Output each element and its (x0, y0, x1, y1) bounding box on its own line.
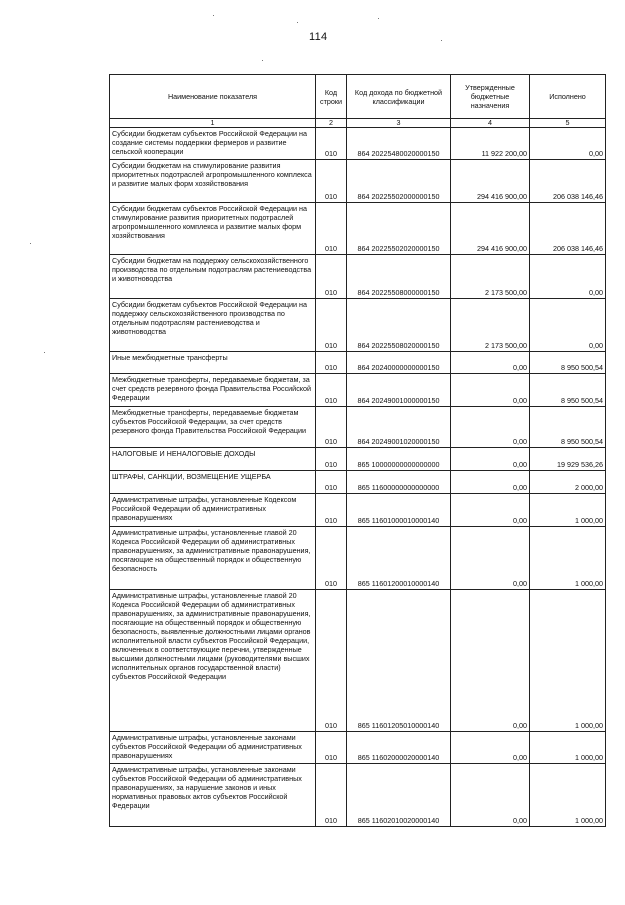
row-executed: 2 000,00 (530, 471, 606, 494)
scan-speck (30, 243, 31, 244)
row-name: НАЛОГОВЫЕ И НЕНАЛОГОВЫЕ ДОХОДЫ (110, 448, 316, 471)
scan-speck (297, 22, 298, 23)
row-executed: 0,00 (530, 255, 606, 299)
row-line-code: 010 (316, 527, 347, 590)
row-income-code: 864 20225508020000150 (347, 299, 451, 352)
table-row (110, 128, 606, 160)
row-name: Субсидии бюджетам субъектов Российской Федерации на создание системы поддержки фермеров и развитие сельской кооперации (110, 128, 316, 160)
table-row (110, 590, 606, 732)
row-executed: 8 950 500,54 (530, 407, 606, 448)
row-income-code: 865 10000000000000000 (347, 448, 451, 471)
row-executed: 1 000,00 (530, 527, 606, 590)
row-line-code: 010 (316, 407, 347, 448)
budget-report-table (109, 74, 606, 827)
row-name: ШТРАФЫ, САНКЦИИ, ВОЗМЕЩЕНИЕ УЩЕРБА (110, 471, 316, 494)
row-approved: 2 173 500,00 (451, 299, 530, 352)
row-name: Административные штрафы, установленные Кодексом Российской Федерации об административных правонарушениях (110, 494, 316, 527)
row-approved: 0,00 (451, 764, 530, 827)
row-approved: 0,00 (451, 527, 530, 590)
row-name: Субсидии бюджетам субъектов Российской Федерации на стимулирование развития приоритетных подотраслей агропромышленного комплекса и развитие малых форм хозяйствования (110, 203, 316, 255)
table-row (110, 732, 606, 764)
scan-speck (441, 40, 442, 41)
column-number: 3 (347, 119, 451, 128)
table-row (110, 527, 606, 590)
row-executed: 8 950 500,54 (530, 374, 606, 407)
column-number: 1 (110, 119, 316, 128)
row-line-code: 010 (316, 494, 347, 527)
row-approved: 11 922 200,00 (451, 128, 530, 160)
row-line-code: 010 (316, 590, 347, 732)
column-number-row (110, 119, 606, 128)
row-approved: 0,00 (451, 471, 530, 494)
row-executed: 1 000,00 (530, 764, 606, 827)
row-income-code: 865 11602000020000140 (347, 732, 451, 764)
row-income-code: 864 20225508000000150 (347, 255, 451, 299)
header-line-code: Код строки (316, 75, 347, 119)
row-approved: 2 173 500,00 (451, 255, 530, 299)
header-income-code: Код дохода по бюджетной классификации (347, 75, 451, 119)
row-approved: 0,00 (451, 590, 530, 732)
row-name: Субсидии бюджетам на стимулирование развития приоритетных подотраслей агропромышленного комплекса и развитие малых форм хозяйствования (110, 160, 316, 203)
row-executed: 0,00 (530, 128, 606, 160)
row-name: Межбюджетные трансферты, передаваемые бюджетам субъектов Российской Федерации, за счет средств резервного фонда Правительства Российской Федерации (110, 407, 316, 448)
table-row (110, 374, 606, 407)
row-line-code: 010 (316, 203, 347, 255)
row-income-code: 865 11601200010000140 (347, 527, 451, 590)
column-number: 4 (451, 119, 530, 128)
row-income-code: 864 20240000000000150 (347, 352, 451, 374)
table-row (110, 471, 606, 494)
row-executed: 206 038 146,46 (530, 203, 606, 255)
row-line-code: 010 (316, 764, 347, 827)
table-row (110, 494, 606, 527)
row-income-code: 864 20225480020000150 (347, 128, 451, 160)
row-line-code: 010 (316, 732, 347, 764)
column-number: 5 (530, 119, 606, 128)
table-row (110, 299, 606, 352)
row-income-code: 865 11602010020000140 (347, 764, 451, 827)
row-executed: 1 000,00 (530, 590, 606, 732)
row-name: Административные штрафы, установленные главой 20 Кодекса Российской Федерации об административных правонарушениях, за административные правонарушения, посягающие на общественный порядок и общественную безопасность, выявленные должностными лицами органов исполнительной власти субъектов Российской Федерации, включенных в соответствующие перечни, утвержденные высшими должностными лицами (руководителями высших исполнительных органов государственной власти) субъектов Российской Федерации (110, 590, 316, 732)
row-approved: 0,00 (451, 494, 530, 527)
scan-speck (378, 18, 379, 19)
header-row (110, 75, 606, 119)
page-number: 114 (309, 31, 328, 43)
row-name: Субсидии бюджетам на поддержку сельскохозяйственного производства по отдельным подотраслям растениеводства и животноводства (110, 255, 316, 299)
row-name: Иные межбюджетные трансферты (110, 352, 316, 374)
row-name: Административные штрафы, установленные законами субъектов Российской Федерации об административных правонарушениях (110, 732, 316, 764)
header-executed: Исполнено (530, 75, 606, 119)
row-income-code: 864 20249001020000150 (347, 407, 451, 448)
row-line-code: 010 (316, 255, 347, 299)
table-row (110, 448, 606, 471)
column-number: 2 (316, 119, 347, 128)
scan-speck (213, 15, 214, 16)
row-name: Административные штрафы, установленные главой 20 Кодекса Российской Федерации об административных правонарушениях, за административные правонарушения, посягающие на общественный порядок и общественную безопасность (110, 527, 316, 590)
scan-speck (44, 352, 45, 353)
row-line-code: 010 (316, 128, 347, 160)
row-income-code: 864 20225502020000150 (347, 203, 451, 255)
row-line-code: 010 (316, 352, 347, 374)
table-row (110, 352, 606, 374)
row-name: Субсидии бюджетам субъектов Российской Федерации на поддержку сельскохозяйственного производства по отдельным подотраслям растениеводства и животноводства (110, 299, 316, 352)
row-executed: 1 000,00 (530, 494, 606, 527)
row-income-code: 864 20225502000000150 (347, 160, 451, 203)
row-line-code: 010 (316, 471, 347, 494)
row-name: Административные штрафы, установленные законами субъектов Российской Федерации об административных правонарушениях, за нарушение законов и иных нормативных правовых актов субъектов Российской Федерации (110, 764, 316, 827)
header-name: Наименование показателя (110, 75, 316, 119)
row-line-code: 010 (316, 160, 347, 203)
row-approved: 0,00 (451, 407, 530, 448)
row-approved: 294 416 900,00 (451, 203, 530, 255)
row-executed: 8 950 500,54 (530, 352, 606, 374)
row-approved: 0,00 (451, 352, 530, 374)
header-approved: Утвержденные бюджетные назначения (451, 75, 530, 119)
row-executed: 19 929 536,26 (530, 448, 606, 471)
row-income-code: 864 20249001000000150 (347, 374, 451, 407)
row-executed: 206 038 146,46 (530, 160, 606, 203)
row-line-code: 010 (316, 374, 347, 407)
table-row (110, 255, 606, 299)
row-executed: 0,00 (530, 299, 606, 352)
table-row (110, 160, 606, 203)
row-executed: 1 000,00 (530, 732, 606, 764)
row-approved: 0,00 (451, 374, 530, 407)
row-line-code: 010 (316, 299, 347, 352)
scan-speck (262, 60, 263, 61)
row-approved: 0,00 (451, 732, 530, 764)
row-income-code: 865 11600000000000000 (347, 471, 451, 494)
row-approved: 0,00 (451, 448, 530, 471)
row-line-code: 010 (316, 448, 347, 471)
row-name: Межбюджетные трансферты, передаваемые бюджетам, за счет средств резервного фонда Правительства Российской Федерации (110, 374, 316, 407)
row-income-code: 865 11601000010000140 (347, 494, 451, 527)
table-row (110, 764, 606, 827)
row-approved: 294 416 900,00 (451, 160, 530, 203)
table-row (110, 203, 606, 255)
row-income-code: 865 11601205010000140 (347, 590, 451, 732)
table-row (110, 407, 606, 448)
